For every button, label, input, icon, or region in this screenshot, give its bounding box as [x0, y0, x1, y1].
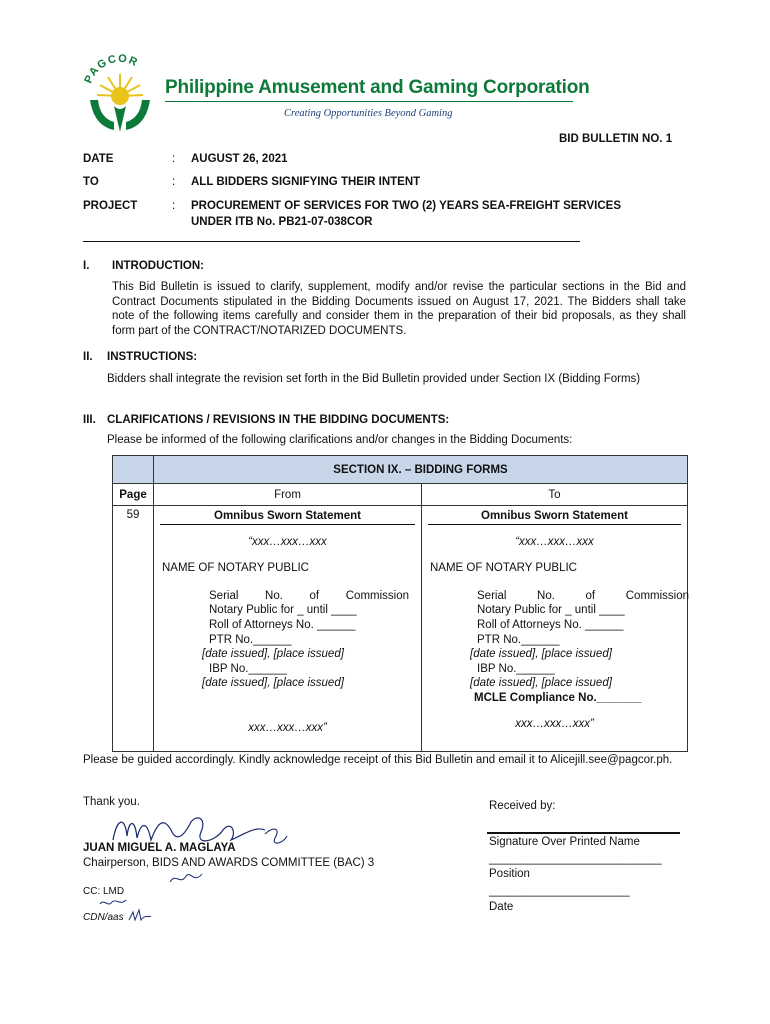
- header-separator: [83, 241, 580, 242]
- table-corner-cell: [113, 456, 154, 484]
- intro-number: I.: [83, 260, 90, 272]
- thank-you: Thank you.: [83, 796, 140, 808]
- to-date-issued-1: [date issued], [place issued]: [470, 648, 612, 660]
- to-notary-for: Notary Public for _ until ____: [477, 604, 625, 616]
- signer-title: Chairperson, BIDS AND AWARDS COMMITTEE (BAC) 3: [83, 857, 375, 869]
- table-title: SECTION IX. – BIDDING FORMS: [154, 456, 688, 484]
- project-value-line2: UNDER ITB No. PB21-07-038COR: [191, 216, 373, 228]
- to-cell: [422, 506, 688, 752]
- to-open-quote: “xxx…xxx…xxx: [515, 536, 594, 548]
- to-ptr: PTR No.______: [477, 634, 560, 646]
- signature-label: Signature Over Printed Name: [489, 836, 640, 848]
- from-ptr: PTR No.______: [209, 634, 292, 646]
- col-header-from: From: [154, 484, 422, 506]
- signature-line: [487, 832, 680, 834]
- to-heading: Omnibus Sworn Statement: [428, 510, 681, 525]
- from-ibp: IBP No.______: [209, 663, 287, 675]
- page-cell: 59: [113, 506, 154, 752]
- to-value: ALL BIDDERS SIGNIFYING THEIR INTENT: [191, 176, 421, 188]
- date-label-receipt: Date: [489, 901, 514, 913]
- initials-line: CDN/aas: [83, 912, 124, 923]
- to-roll: Roll of Attorneys No. ______: [477, 619, 624, 631]
- from-cell: [154, 506, 422, 752]
- project-label: PROJECT: [83, 200, 138, 212]
- from-heading: Omnibus Sworn Statement: [160, 510, 415, 525]
- date-line: ______________________: [489, 885, 630, 897]
- project-colon: :: [172, 200, 176, 212]
- position-line: ___________________________: [489, 853, 662, 865]
- date-colon: :: [172, 153, 176, 165]
- to-serial: Serial No. of Commission: [477, 590, 689, 602]
- from-date-issued-1: [date issued], [place issued]: [202, 648, 344, 660]
- intro-heading: INTRODUCTION:: [112, 260, 204, 272]
- pagcor-logo: [80, 52, 160, 134]
- intro-body: This Bid Bulletin is issued to clarify, supplement, modify and/or revise the particular sections in the Bid and Contract Documents stipulated in the Bidding Documents issued on August 17, 2021. The Bidders shall take note of the following items carefully and consider them in the preparation of their bid proposals, as they shall form part of the CONTRACT/NOTARIZED DOCUMENTS.: [112, 281, 686, 337]
- to-label: TO: [83, 176, 99, 188]
- initials-scribble: [127, 908, 153, 924]
- closing-guided: Please be guided accordingly. Kindly acknowledge receipt of this Bid Bulletin and email it to Alicejill.see@pagcor.ph.: [83, 754, 673, 766]
- from-notary-name: NAME OF NOTARY PUBLIC: [162, 562, 309, 574]
- clarifications-heading: CLARIFICATIONS / REVISIONS IN THE BIDDING DOCUMENTS:: [107, 414, 450, 426]
- clarifications-number: III.: [83, 414, 96, 426]
- to-colon: :: [172, 176, 176, 188]
- instructions-number: II.: [83, 351, 93, 363]
- cc-line: CC: LMD: [83, 886, 125, 897]
- bulletin-number: BID BULLETIN NO. 1: [559, 133, 673, 145]
- from-close-quote: xxx…xxx…xxx”: [248, 722, 327, 734]
- to-close-quote: xxx…xxx…xxx”: [515, 718, 594, 730]
- from-serial: Serial No. of Commission: [209, 590, 409, 602]
- to-date-issued-2: [date issued], [place issued]: [470, 677, 612, 689]
- col-header-to: To: [422, 484, 688, 506]
- from-notary-for: Notary Public for _ until ____: [209, 604, 357, 616]
- project-value: PROCUREMENT OF SERVICES FOR TWO (2) YEARS SEA-FREIGHT SERVICES: [191, 200, 622, 212]
- from-open-quote: “xxx…xxx…xxx: [248, 536, 327, 548]
- received-by-label: Received by:: [489, 800, 556, 812]
- bidding-forms-table: [112, 455, 688, 752]
- col-header-page: Page: [113, 484, 154, 506]
- to-mcle-compliance: MCLE Compliance No._______: [474, 692, 642, 704]
- date-label: DATE: [83, 153, 114, 165]
- instructions-heading: INSTRUCTIONS:: [107, 351, 198, 363]
- letterhead-rule: [165, 101, 573, 102]
- date-value: AUGUST 26, 2021: [191, 153, 288, 165]
- to-ibp: IBP No.______: [477, 663, 555, 675]
- tagline: Creating Opportunities Beyond Gaming: [284, 108, 453, 119]
- clarifications-body: Please be informed of the following clarifications and/or changes in the Bidding Documents:: [107, 434, 573, 446]
- from-roll: Roll of Attorneys No. ______: [209, 619, 356, 631]
- position-label: Position: [489, 868, 530, 880]
- org-name: Philippine Amusement and Gaming Corporation: [165, 77, 590, 98]
- instructions-body: Bidders shall integrate the revision set forth in the Bid Bulletin provided under Section IX (Bidding Forms): [107, 373, 641, 385]
- svg-text:PAGCOR: PAGCOR: [82, 52, 141, 86]
- from-date-issued-2: [date issued], [place issued]: [202, 677, 344, 689]
- to-notary-name: NAME OF NOTARY PUBLIC: [430, 562, 577, 574]
- initial-scribble: [168, 870, 204, 888]
- cc-scribble: [98, 896, 128, 910]
- signer-name: JUAN MIGUEL A. MAGLAYA: [83, 842, 236, 854]
